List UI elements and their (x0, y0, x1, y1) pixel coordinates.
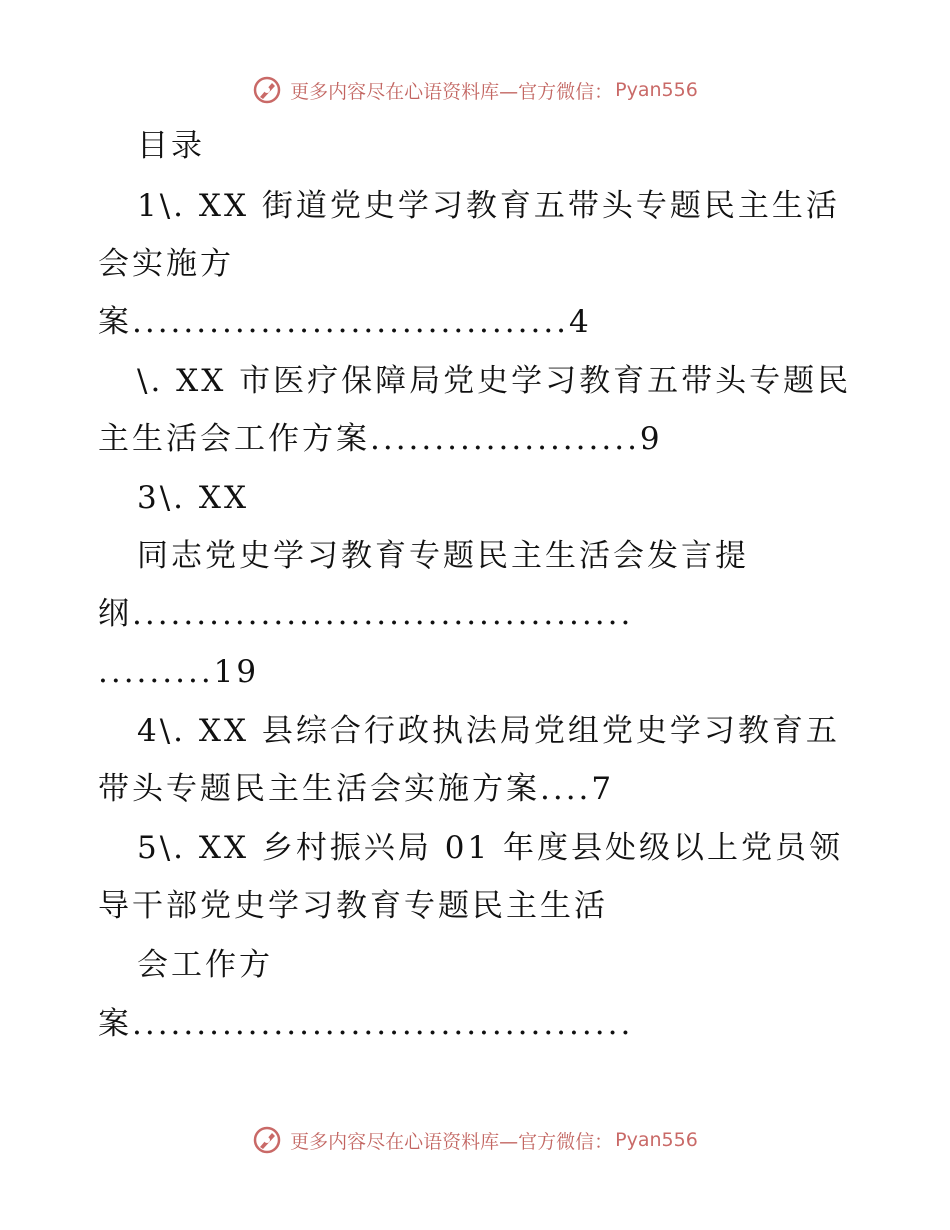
toc-line: 4\. XX 县综合行政执法局党组党史学习教育五 (137, 713, 840, 749)
toc-line: 1\. XX 街道党史学习教育五带头专题民主生活 (137, 188, 840, 224)
watermark-wechat-id: Pyan556 (615, 79, 698, 101)
watermark-text: 更多内容尽在心语资料库—官方微信： (290, 80, 614, 103)
watermark-footer (0, 1120, 950, 1160)
toc-line: 案..................................4 (98, 304, 592, 340)
watermark-text: 更多内容尽在心语资料库—官方微信： (290, 1130, 614, 1153)
toc-line: 主生活会工作方案.....................9 (98, 421, 663, 457)
pen-logo-icon (252, 75, 282, 105)
toc-line: 会实施方 (98, 246, 234, 282)
toc-line: \. XX 市医疗保障局党史学习教育五带头专题民 (137, 363, 852, 399)
toc-title: 目录 (137, 128, 205, 164)
watermark-header (0, 70, 950, 110)
toc-line: 3\. XX (137, 480, 250, 516)
toc-line: 5\. XX 乡村振兴局 01 年度县处级以上党员领 (137, 830, 844, 866)
toc-line: .........19 (98, 654, 260, 690)
toc-line: 案....................................... (98, 1006, 634, 1042)
watermark-wechat-id: Pyan556 (615, 1129, 698, 1151)
toc-line: 纲....................................... (98, 596, 634, 632)
pen-logo-icon (252, 1125, 282, 1155)
toc-line: 导干部党史学习教育专题民主生活 (98, 888, 608, 924)
toc-line: 带头专题民主生活会实施方案....7 (98, 771, 615, 807)
toc-line: 同志党史学习教育专题民主生活会发言提 (137, 538, 749, 574)
toc-line: 会工作方 (137, 947, 273, 983)
